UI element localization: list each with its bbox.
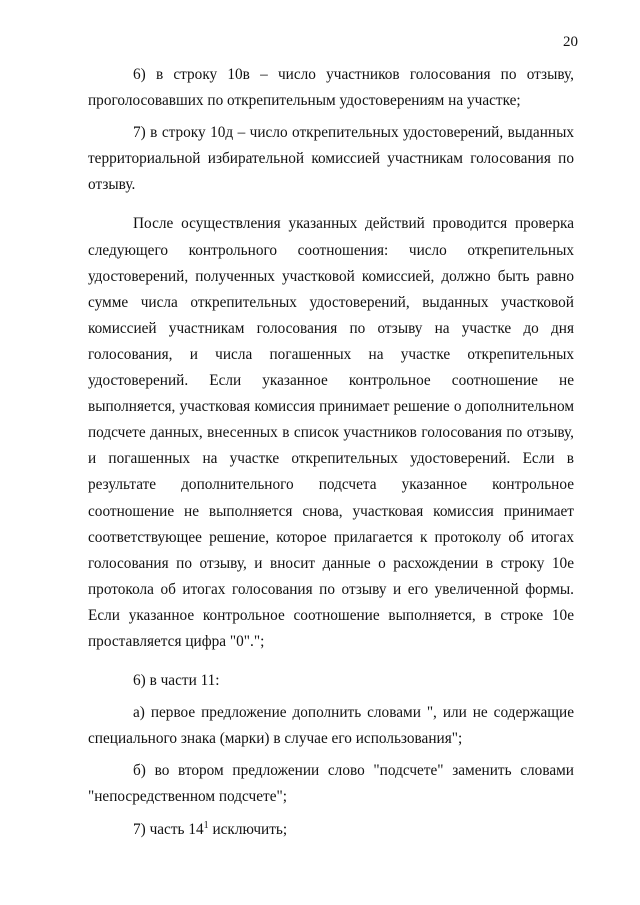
paragraph-subitem-b: б) во втором предложении слово "подсчете" заменить словами "непосредственном подсчете"; xyxy=(88,762,574,806)
paragraph-control-ratio-check: После осуществления указанных действий проводится проверка следующего контрольного соотношения: число открепительных удостоверений, полученных участковой комиссией, должно быть равно сумме числа открепительных удостоверений, выданных участковой комиссией участникам голосования по отзыву на участке до дня голосования, и числа погашенных на участке открепительных удостоверений. Если указанное контрольное соотношение не выполняется, участковая комиссия принимает решение о дополнительном подсчете данных, внесенных в список участников голосования по отзыву, и погашенных на участке открепительных удостоверений. Если в результате дополнительного подсчета указанное контрольное соотношение не выполняется снова, участковая комиссия принимает соответствующее решение, которое прилагается к протоколу об итогах голосования по отзыву, и вносит данные о расхождении в строку 10е протокола об итогах голосования по отзыву и его увеличенной формы. Если указанное контрольное соотношение выполняется, в строке 10е проставляется цифра "0"."; xyxy=(88,215,574,650)
page-number: 20 xyxy=(563,34,578,50)
paragraph-item-6-line-10v: 6) в строку 10в – число участников голосования по отзыву, проголосовавших по открепительным удостоверениям на участке; xyxy=(88,66,574,110)
paragraph-item-6-part-11: 6) в части 11: xyxy=(133,672,220,690)
paragraph-item-7-part-14-1 xyxy=(88,817,574,843)
superscript-index: 1 xyxy=(203,819,209,831)
item-7-text-start: 7) часть 14 xyxy=(133,820,204,838)
paragraph-item-7-line-10d: 7) в строку 10д – число открепительных удостоверений, выданных территориальной избирательной комиссией участникам голосования по отзыву. xyxy=(88,124,574,194)
paragraph-subitem-a: а) первое предложение дополнить словами ", или не содержащие специального знака (марки) в случае его использования"; xyxy=(88,704,574,748)
document-body xyxy=(88,62,574,843)
item-7-text-end: исключить; xyxy=(208,820,288,838)
